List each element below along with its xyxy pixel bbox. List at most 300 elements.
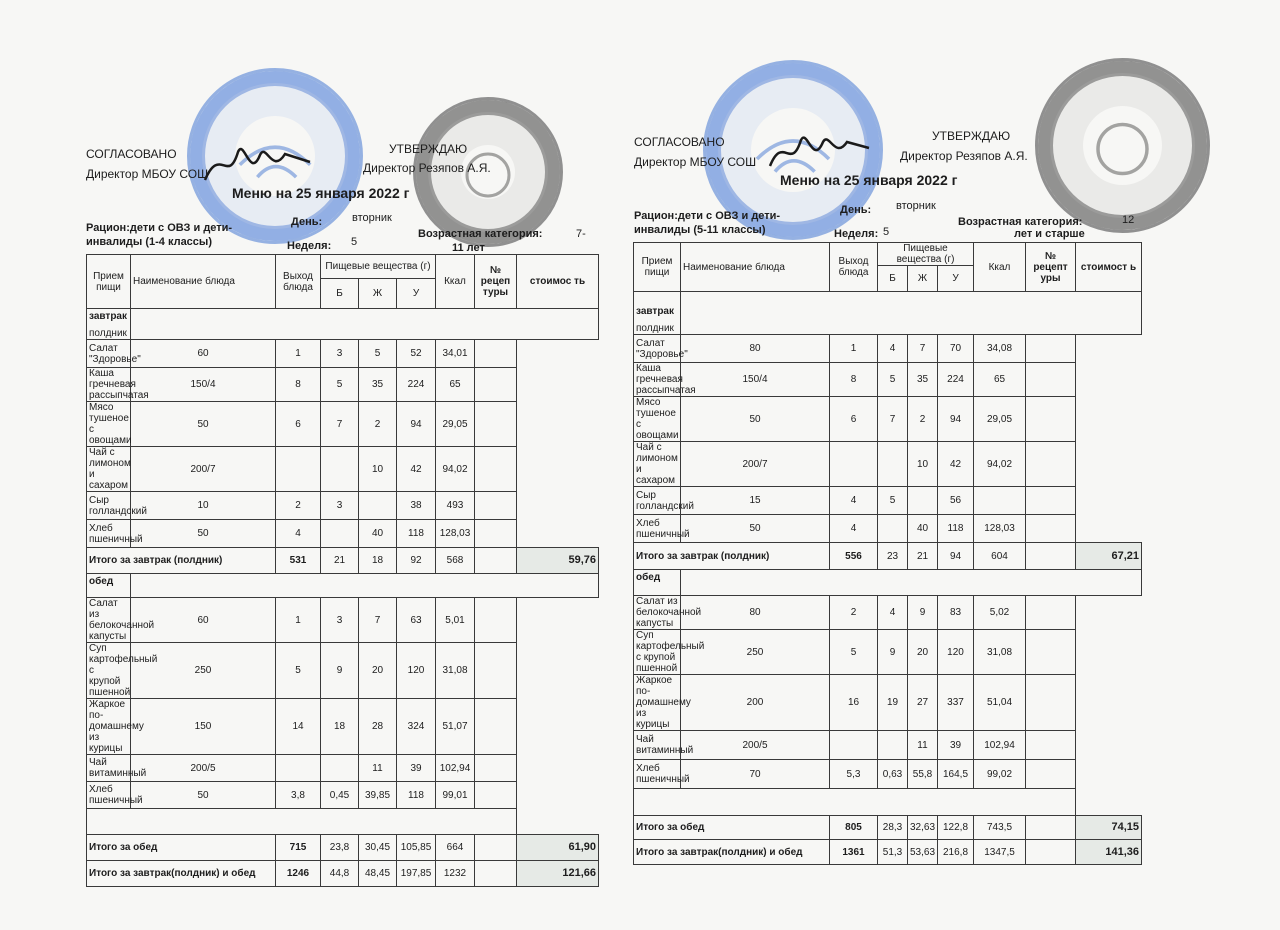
section-spacer [131,309,599,340]
dish-row [87,643,599,699]
total-kcal: 664 [436,835,475,861]
dish-out: 200/7 [131,447,276,492]
total-rec [475,548,517,574]
breakfast-total-row [634,543,1142,570]
lunch-rows-left [87,598,599,809]
dish-row [634,363,1142,397]
week-value-left: 5 [351,236,358,248]
total-cost: 74,15 [1076,816,1142,840]
dish-kcal: 164,5 [938,760,974,789]
dish-out: 80 [681,335,830,363]
age-value2-left: 11 лет [452,242,485,254]
dish-zh: 7 [878,397,908,442]
dish-out: 150/4 [681,363,830,397]
dish-zh: 4 [878,596,908,630]
dish-u: 10 [359,447,397,492]
dish-name: Сыр голландский [634,487,681,515]
dish-kcal: 42 [397,447,436,492]
dish-cost [475,782,517,809]
breakfast-section-row [87,309,599,340]
dish-cost [475,368,517,402]
dish-name: Суп картофельный с крупой пшенной [87,643,131,699]
total-cost: 141,36 [1076,840,1142,865]
dish-u: 7 [359,598,397,643]
dish-cost [475,699,517,755]
dish-row [634,487,1142,515]
col-header-dish: Наименование блюда [681,243,830,292]
dish-cost [1026,335,1076,363]
col-header-output: Выход блюда [830,243,878,292]
dish-kcal: 120 [397,643,436,699]
dish-kcal: 39 [397,755,436,782]
director-name-left: Директор Резяпов А.Я. [363,161,491,175]
breakfast-rows-right [634,335,1142,543]
dish-out: 200/7 [681,442,830,487]
dish-u: 39,85 [359,782,397,809]
dish-zh: 0,45 [321,782,359,809]
meal-cell-breakfast [634,292,681,335]
dish-row [87,699,599,755]
dish-out: 200/5 [131,755,276,782]
total-b: 23 [878,543,908,570]
day-label-right: День: [840,204,872,216]
dish-u: 28 [359,699,397,755]
dish-u: 35 [908,363,938,397]
dish-u: 20 [359,643,397,699]
breakfast-label2: полдник [636,323,674,334]
dish-zh: 5 [878,487,908,515]
total-cost: 67,21 [1076,543,1142,570]
dish-row [87,492,599,520]
col-header-cost: стоимост ь [1076,243,1142,292]
dish-u: 10 [908,442,938,487]
breakfast-label: завтрак [636,306,674,317]
dish-u [908,487,938,515]
section-spacer [681,570,1142,596]
dish-out: 60 [131,598,276,643]
col-header-dish: Наименование блюда [131,255,276,309]
total-kcal: 568 [436,548,475,574]
dish-zh [878,442,908,487]
lunch-section-row [87,574,599,598]
total-zh: 32,63 [908,816,938,840]
dish-kcal: 56 [938,487,974,515]
dish-b: 5 [276,643,321,699]
dish-name: Жаркое по-домашнему из курицы [634,675,681,731]
dish-kcal: 120 [938,630,974,675]
total-rec [475,835,517,861]
dish-u: 27 [908,675,938,731]
dish-kcal: 224 [938,363,974,397]
dish-name: Чай витаминный [87,755,131,782]
dish-cost [1026,731,1076,760]
dish-zh: 3 [321,340,359,368]
dish-u: 55,8 [908,760,938,789]
header-row-1 [87,255,599,279]
dish-zh: 7 [321,402,359,447]
breakfast-label2: полдник [89,328,127,339]
dish-out: 50 [131,520,276,548]
col-header-kcal: Ккал [436,255,475,309]
dish-kcal: 83 [938,596,974,630]
dish-name: Салат "Здоровье" [87,340,131,368]
total-kcal: 1232 [436,861,475,887]
lunch-section-row [634,570,1142,596]
dish-row [87,598,599,643]
grand-total-row [87,861,599,887]
week-label-right: Неделя: [834,228,879,240]
dish-b [276,755,321,782]
dish-name: Мясо тушеное с овощами [634,397,681,442]
dish-row [87,340,599,368]
total-out: 715 [276,835,321,861]
dish-u: 2 [359,402,397,447]
ration-label2-left: инвалиды (1-4 классы) [86,236,212,248]
dish-zh [321,520,359,548]
dish-cost [1026,515,1076,543]
dish-zh: 5 [321,368,359,402]
dish-cost [475,492,517,520]
dish-name: Салат из белокочанной капусты [87,598,131,643]
dish-name: Салат "Здоровье" [634,335,681,363]
dish-out: 200/5 [681,731,830,760]
dish-name: Хлеб пшеничный [634,515,681,543]
col-header-u: У [397,279,436,309]
dish-cost [475,340,517,368]
dish-kcal: 118 [938,515,974,543]
day-value-left: вторник [352,212,392,224]
meal-cell-lunch: обед [634,570,681,596]
dish-row [634,596,1142,630]
dish-cost [1026,675,1076,731]
total-u: 122,8 [938,816,974,840]
col-header-zh: Ж [908,266,938,292]
week-value-right: 5 [883,226,890,238]
signature-left [200,140,320,190]
dish-cost [1026,363,1076,397]
dish-b: 4 [830,515,878,543]
col-header-meal: Прием пищи [634,243,681,292]
dish-row [634,675,1142,731]
total-label: Итого за обед [87,835,276,861]
dish-kcal: 337 [938,675,974,731]
total-u: 92 [397,548,436,574]
dish-row [634,442,1142,487]
dish-kcal: 63 [397,598,436,643]
dish-cost [475,447,517,492]
dish-row [87,368,599,402]
dish-out: 70 [681,760,830,789]
agreed-label-right: СОГЛАСОВАНО [634,135,725,149]
dish-out: 50 [131,782,276,809]
dish-zh [321,755,359,782]
total-out: 531 [276,548,321,574]
dish-cost [475,520,517,548]
total-out: 1246 [276,861,321,887]
dish-b: 1 [276,340,321,368]
ration-label2-right: инвалиды (5-11 классы) [634,224,766,236]
dish-u: 40 [359,520,397,548]
dish-row [87,782,599,809]
menu-table-left [86,254,599,887]
dish-out: 150 [131,699,276,755]
dish-rec: 34,08 [974,335,1026,363]
age-value-right: 12 [1122,214,1135,226]
total-rec [1026,816,1076,840]
total-rec [1026,840,1076,865]
dish-u: 11 [359,755,397,782]
dish-rec: 99,02 [974,760,1026,789]
total-b: 21 [321,548,359,574]
dish-b: 6 [830,397,878,442]
dish-b [276,447,321,492]
dish-rec: 493 [436,492,475,520]
dish-name: Каша гречневая рассыпчатая [87,368,131,402]
dish-b: 8 [276,368,321,402]
dish-name: Хлеб пшеничный [634,760,681,789]
age-value2-right: лет и старше [1014,228,1085,240]
dish-b: 5 [830,630,878,675]
age-label-right: Возрастная категория: [958,216,1083,228]
section-spacer [87,809,517,835]
meal-cell-lunch: обед [87,574,131,598]
col-header-recipe: № рецеп туры [475,255,517,309]
total-b: 51,3 [878,840,908,865]
lunch-total-row [87,835,599,861]
dish-rec: 65 [974,363,1026,397]
dish-b: 2 [276,492,321,520]
dish-name: Хлеб пшеничный [87,520,131,548]
dish-u: 35 [359,368,397,402]
total-b: 44,8 [321,861,359,887]
col-header-nutrients: Пищевые вещества (г) [878,243,974,266]
dish-cost [1026,630,1076,675]
dish-b [830,442,878,487]
dish-row [87,520,599,548]
dish-row [634,760,1142,789]
total-cost: 61,90 [517,835,599,861]
total-rec [1026,543,1076,570]
total-zh: 48,45 [359,861,397,887]
dish-rec [974,487,1026,515]
dish-row [87,447,599,492]
dish-name: Мясо тушеное с овощами [87,402,131,447]
dish-u: 7 [908,335,938,363]
signature-right [765,128,875,178]
col-header-nutrients: Пищевые вещества (г) [321,255,436,279]
dish-zh [878,731,908,760]
dish-kcal: 94 [938,397,974,442]
ration-label-left: Рацион:дети с ОВЗ и дети- [86,222,233,234]
dish-name: Чай с лимоном и сахаром [634,442,681,487]
col-header-recipe: № рецепт уры [1026,243,1076,292]
section-spacer [634,789,1076,816]
dish-zh: 3 [321,598,359,643]
agreed-label-left: СОГЛАСОВАНО [86,147,177,161]
dish-zh: 18 [321,699,359,755]
dish-zh: 4 [878,335,908,363]
dish-b: 6 [276,402,321,447]
total-label: Итого за обед [634,816,830,840]
dish-name: Жаркое по-домашнему из курицы [87,699,131,755]
dish-rec: 29,05 [974,397,1026,442]
total-zh: 21 [908,543,938,570]
total-label: Итого за завтрак (полдник) [634,543,830,570]
total-u: 105,85 [397,835,436,861]
week-label-left: Неделя: [287,240,332,252]
breakfast-rows-left [87,340,599,548]
dish-name: Суп картофельный с крупой пшенной [634,630,681,675]
total-kcal: 1347,5 [974,840,1026,865]
dish-rec: 34,01 [436,340,475,368]
lunch-spacer-row [634,789,1142,816]
total-u: 197,85 [397,861,436,887]
total-zh: 18 [359,548,397,574]
dish-row [634,515,1142,543]
dish-name: Хлеб пшеничный [87,782,131,809]
dish-cost [475,598,517,643]
dish-out: 10 [131,492,276,520]
dish-cost [1026,760,1076,789]
dish-kcal: 52 [397,340,436,368]
age-label-left: Возрастная категория: [418,228,543,240]
menu-title-left: Меню на 25 января 2022 г [232,185,410,201]
dish-u: 2 [908,397,938,442]
lunch-rows-right [634,596,1142,789]
col-header-zh: Ж [359,279,397,309]
total-rec [475,861,517,887]
total-zh: 53,63 [908,840,938,865]
col-header-cost: стоимос ть [517,255,599,309]
dish-b: 1 [830,335,878,363]
menu-title-right: Меню на 25 января 2022 г [780,172,958,188]
dish-out: 50 [131,402,276,447]
dish-zh: 0,63 [878,760,908,789]
dish-u: 40 [908,515,938,543]
lunch-total-row [634,816,1142,840]
col-header-output: Выход блюда [276,255,321,309]
total-zh: 30,45 [359,835,397,861]
section-spacer [131,574,599,598]
dish-zh [878,515,908,543]
dish-kcal: 70 [938,335,974,363]
dish-kcal: 42 [938,442,974,487]
dish-kcal: 39 [938,731,974,760]
dish-rec: 5,01 [436,598,475,643]
dish-zh: 19 [878,675,908,731]
total-out: 1361 [830,840,878,865]
school-round-stamp-right [1035,58,1210,233]
dish-b: 5,3 [830,760,878,789]
total-u: 216,8 [938,840,974,865]
dish-b: 4 [830,487,878,515]
dish-u: 20 [908,630,938,675]
dish-cost [475,755,517,782]
col-header-b: Б [878,266,908,292]
dish-zh [321,447,359,492]
dish-out: 80 [681,596,830,630]
dish-rec: 31,08 [436,643,475,699]
dish-kcal: 38 [397,492,436,520]
dish-b: 8 [830,363,878,397]
dish-rec: 29,05 [436,402,475,447]
dish-rec: 94,02 [436,447,475,492]
total-cost: 59,76 [517,548,599,574]
total-out: 556 [830,543,878,570]
dish-cost [1026,596,1076,630]
dish-zh: 9 [878,630,908,675]
header-row-1 [634,243,1142,266]
total-cost: 121,66 [517,861,599,887]
col-header-u: У [938,266,974,292]
grand-total-label: Итого за завтрак(полдник) и обед [634,840,830,865]
dish-rec: 102,94 [436,755,475,782]
section-spacer [681,292,1142,335]
dish-u: 11 [908,731,938,760]
dish-name: Сыр голландский [87,492,131,520]
dish-out: 200 [681,675,830,731]
menu-table-right [633,242,1142,865]
col-header-meal: Прием пищи [87,255,131,309]
breakfast-label: завтрак [89,311,127,322]
approve-label-left: УТВЕРЖДАЮ [389,142,468,156]
lunch-spacer-row [87,809,599,835]
dish-cost [1026,487,1076,515]
director-school-right: Директор МБОУ СОШ [634,155,757,169]
dish-rec: 51,04 [974,675,1026,731]
dish-rec: 128,03 [436,520,475,548]
ration-label-right: Рацион:дети с ОВЗ и дети- [634,210,781,222]
dish-b: 4 [276,520,321,548]
age-value-left: 7- [576,228,586,240]
dish-out: 250 [681,630,830,675]
breakfast-section-row [634,292,1142,335]
dish-out: 50 [681,397,830,442]
dish-zh: 5 [878,363,908,397]
total-out: 805 [830,816,878,840]
approve-label-right: УТВЕРЖДАЮ [932,129,1011,143]
dish-b: 2 [830,596,878,630]
dish-cost [475,643,517,699]
dish-b: 14 [276,699,321,755]
director-name-right: Директор Резяпов А.Я. [900,149,1028,163]
meal-cell-breakfast [87,309,131,340]
dish-kcal: 118 [397,520,436,548]
dish-rec: 65 [436,368,475,402]
breakfast-total-row [87,548,599,574]
dish-row [87,755,599,782]
dish-name: Чай с лимоном и сахаром [87,447,131,492]
dish-out: 150/4 [131,368,276,402]
total-label: Итого за завтрак (полдник) [87,548,276,574]
dish-out: 250 [131,643,276,699]
dish-row [634,731,1142,760]
dish-u: 5 [359,340,397,368]
grand-total-label: Итого за завтрак(полдник) и обед [87,861,276,887]
dish-name: Салат из белокочанной капусты [634,596,681,630]
total-b: 28,3 [878,816,908,840]
dish-cost [475,402,517,447]
dish-zh: 3 [321,492,359,520]
dish-row [634,630,1142,675]
dish-u [359,492,397,520]
dish-rec: 51,07 [436,699,475,755]
dish-cost [1026,442,1076,487]
dish-out: 15 [681,487,830,515]
dish-b: 1 [276,598,321,643]
total-kcal: 604 [974,543,1026,570]
total-u: 94 [938,543,974,570]
